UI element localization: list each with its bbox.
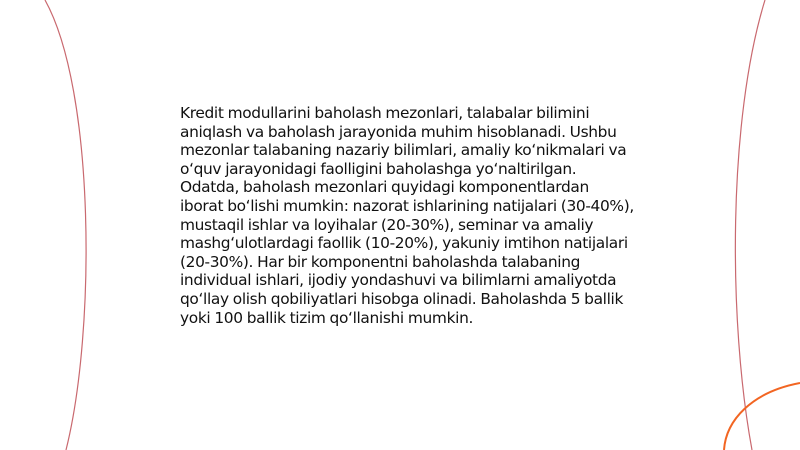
accent-arc [724,383,800,450]
right-decorative-arc [735,0,765,450]
left-decorative-arc [45,0,86,450]
body-paragraph: Kredit modullarini baholash mezonlari, talabalar bilimini aniqlash va baholash jarayonida muhim hisoblanadi. Ushbu mezonlar talabaning nazariy bilimlari, amaliy koʻnikmalari va oʻquv jarayonidagi faolligini baholashga yoʻnaltirilgan. Odatda, baholash mezonlari quyidagi komponentlardan iborat boʻlishi mumkin: nazorat ishlarining natijalari (30-40%), mustaqil ishlar va loyihalar (20-30%), seminar va amaliy mashgʻulotlardagi faollik (10-20%), yakuniy imtihon natijalari (20-30%). Har bir komponentni baholashda talabaning individual ishlari, ijodiy yondashuvi va bilimlarni amaliyotda qoʻllay olish qobiliyatlari hisobga olinadi. Baholashda 5 ballik yoki 100 ballik tizim qoʻllanishi mumkin. [180,104,634,327]
